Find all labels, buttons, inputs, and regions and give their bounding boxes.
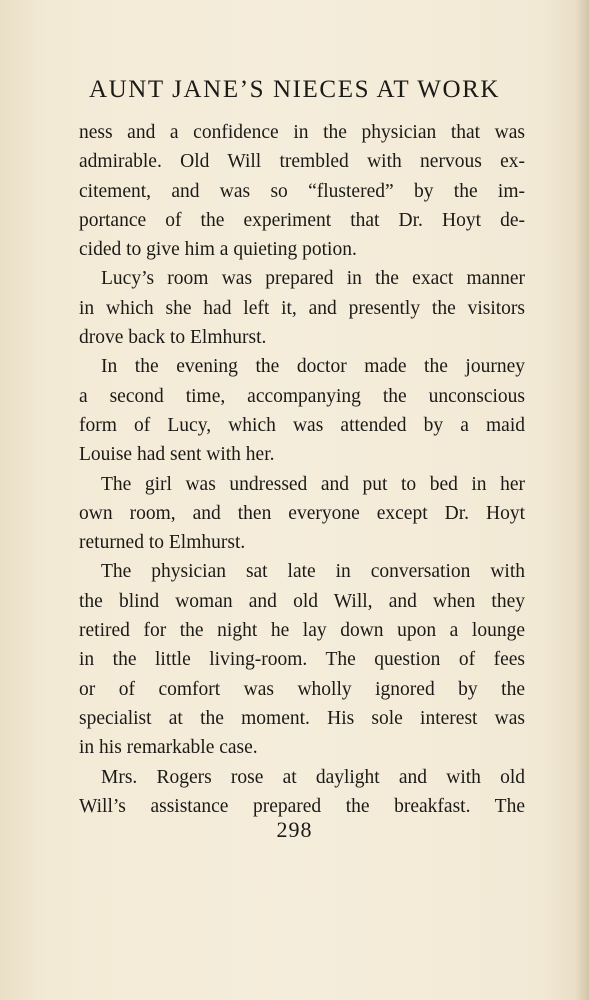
text-line: in the little living-room. The question of fees — [79, 649, 525, 671]
text-line: own room, and then everyone except Dr. Hoyt — [79, 502, 525, 524]
text-line: specialist at the moment. His sole interest was — [79, 707, 525, 729]
page-edge-shadow — [575, 0, 589, 1000]
text-line: portance of the experiment that Dr. Hoyt de- — [79, 209, 525, 231]
paragraph — [79, 118, 525, 264]
page-number: 298 — [276, 817, 313, 842]
text-line: ness and a confidence in the physician that was — [79, 122, 525, 143]
text-line: In the evening the doctor made the journey — [101, 356, 525, 378]
text-line: a second time, accompanying the unconscious — [79, 385, 525, 407]
body-text — [79, 118, 525, 821]
text-line: The girl was undressed and put to bed in her — [101, 473, 525, 495]
text-line: returned to Elmhurst. — [79, 532, 246, 554]
text-line: cided to give him a quieting potion. — [79, 239, 357, 261]
text-line: Mrs. Rogers rose at daylight and with old — [101, 766, 525, 788]
text-line: form of Lucy, which was attended by a maid — [79, 414, 525, 436]
running-head: AUNT JANE’S NIECES AT WORK — [88, 76, 501, 103]
text-line: in which she had left it, and presently the visitors — [79, 297, 525, 319]
text-line: Louise had sent with her. — [79, 444, 275, 466]
text-line: retired for the night he lay down upon a lounge — [79, 620, 525, 642]
paragraph — [79, 352, 525, 469]
text-line: Lucy’s room was prepared in the exact manner — [101, 268, 525, 290]
text-line: The physician sat late in conversation with — [101, 561, 525, 583]
text-line: the blind woman and old Will, and when they — [79, 590, 525, 612]
text-line: Will’s assistance prepared the breakfast. The — [79, 795, 525, 817]
text-line: admirable. Old Will trembled with nervous ex- — [79, 151, 525, 173]
text-line: or of comfort was wholly ignored by the — [79, 678, 525, 700]
paragraph — [79, 763, 525, 822]
paragraph — [79, 264, 525, 352]
text-line: citement, and was so “flustered” by the im- — [79, 180, 525, 202]
paragraph — [79, 470, 525, 558]
text-line: in his remarkable case. — [79, 737, 258, 759]
paragraph — [79, 557, 525, 762]
text-line: drove back to Elmhurst. — [79, 327, 267, 349]
